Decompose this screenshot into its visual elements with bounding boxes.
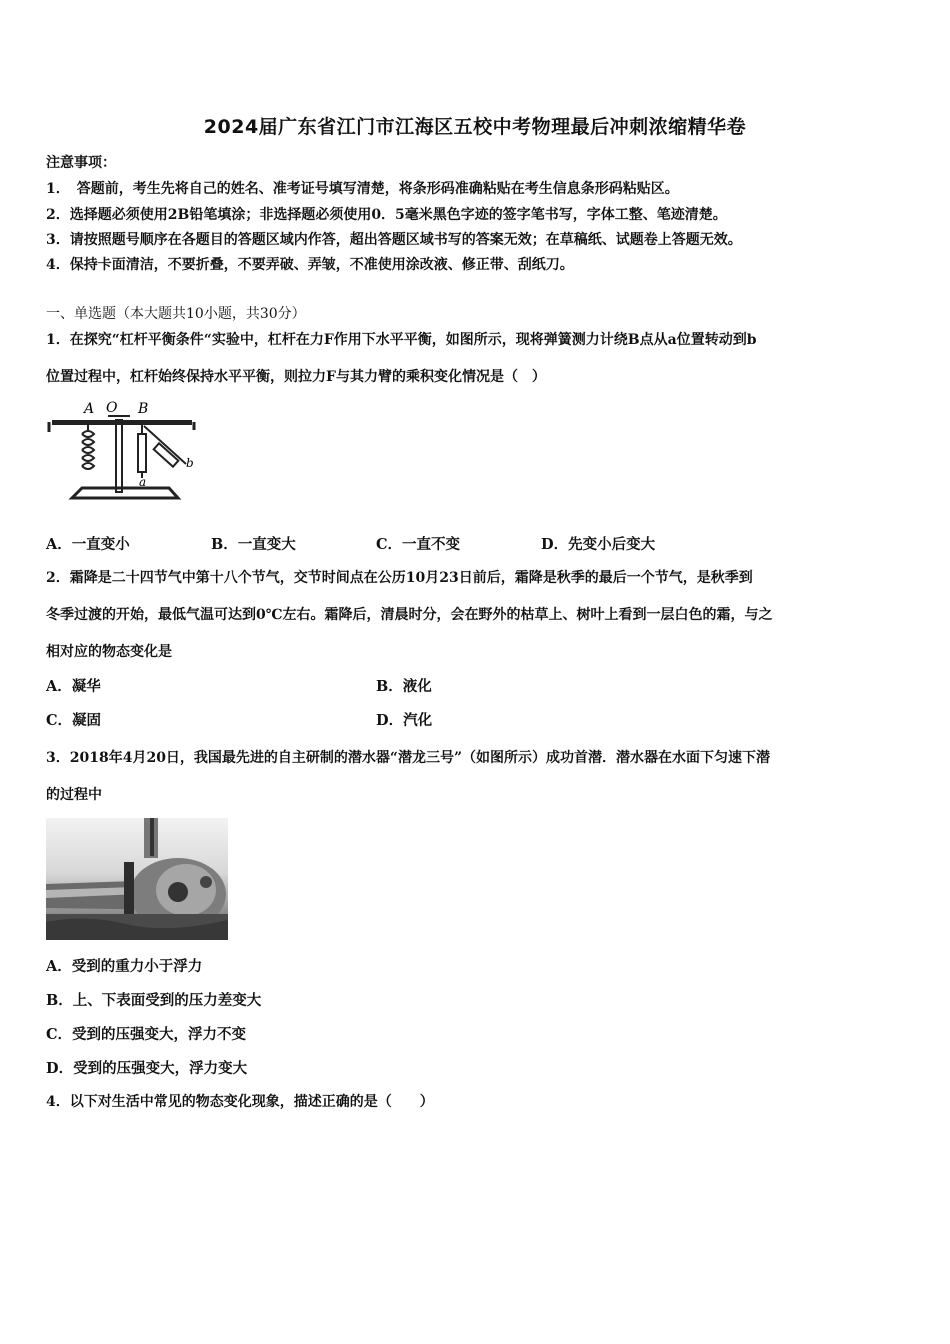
stand-post [116,420,122,492]
page-title: 2024届广东省江门市江海区五校中考物理最后冲刺浓缩精华卷 [203,116,747,138]
notice-item: 2．选择题必须使用2B铅笔填涂；非选择题必须使用0．5毫米黑色字迹的签字笔书写，字体工整、笔迹清楚。 [46,207,727,223]
q1-text-line1: 1．在探究“杠杆平衡条件“实验中，杠杆在力F作用下水平平衡，如图所示，现将弹簧测力计绕B点从a位置转动到b [46,332,757,348]
label-b: b [186,456,194,470]
q2-text-line3: 相对应的物态变化是 [46,644,172,660]
q2-text-line1: 2．霜降是二十四节气中第十八个节气，交节时间点在公历10月23日前后，霜降是秋季的最后一个节气，是秋季到 [46,570,753,586]
submersible-photo [46,818,228,940]
label-a: a [139,475,147,489]
q1-option-b[interactable]: B．一直变大 [211,536,296,553]
notice-heading: 注意事项： [46,155,116,171]
notice-item: 3．请按照题号顺序在各题目的答题区域内作答，超出答题区域书写的答案无效；在草稿纸、试题卷上答题无效。 [46,232,742,248]
q3-option-a[interactable]: A．受到的重力小于浮力 [46,958,203,975]
q3-text-line1: 3．2018年4月20日，我国最先进的自主研制的潜水器“潜龙三号”（如图所示）成功首潜．潜水器在水面下匀速下潜 [46,750,771,766]
q4-text-line1: 4．以下对生活中常见的物态变化现象，描述正确的是（ ） [46,1094,434,1110]
q1-option-d[interactable]: D．先变小后变大 [541,536,656,553]
section-heading: 一、单选题（本大题共10小题，共30分） [46,306,306,322]
q3-text-line2: 的过程中 [46,787,102,803]
notice-item: 1． 答题前，考生先将自己的姓名、准考证号填写清楚，将条形码准确粘贴在考生信息条形码粘贴区。 [46,181,679,197]
q2-option-b[interactable]: B．液化 [376,678,432,695]
hanging-weights [82,425,94,469]
notice-item: 4．保持卡面清洁，不要折叠，不要弄破、弄皱，不准使用涂改液、修正带、刮纸刀。 [46,257,574,273]
q2-option-d[interactable]: D．汽化 [376,712,433,729]
q1-text-line2: 位置过程中，杠杆始终保持水平平衡，则拉力F与其力臂的乘积变化情况是（ ） [46,369,546,385]
label-A: A [84,401,95,417]
q1-option-a[interactable]: A．一直变小 [46,536,130,553]
label-O: O [106,400,118,416]
q3-option-d[interactable]: D．受到的压强变大，浮力变大 [46,1060,248,1077]
lever-apparatus-figure [44,398,204,508]
label-B: B [138,401,149,417]
spring-scale-b [144,426,186,467]
q2-option-c[interactable]: C．凝固 [46,712,102,729]
q1-option-c[interactable]: C．一直不变 [376,536,461,553]
q3-option-c[interactable]: C．受到的压强变大，浮力不变 [46,1026,247,1043]
q2-option-a[interactable]: A．凝华 [46,678,101,695]
q3-option-b[interactable]: B．上、下表面受到的压力差变大 [46,992,262,1009]
q2-text-line2: 冬季过渡的开始，最低气温可达到0℃左右。霜降后，清晨时分，会在野外的枯草上、树叶上看到一层白色的霜，与之 [46,607,773,623]
spring-scale-a [138,425,146,478]
stand-base [72,488,178,498]
